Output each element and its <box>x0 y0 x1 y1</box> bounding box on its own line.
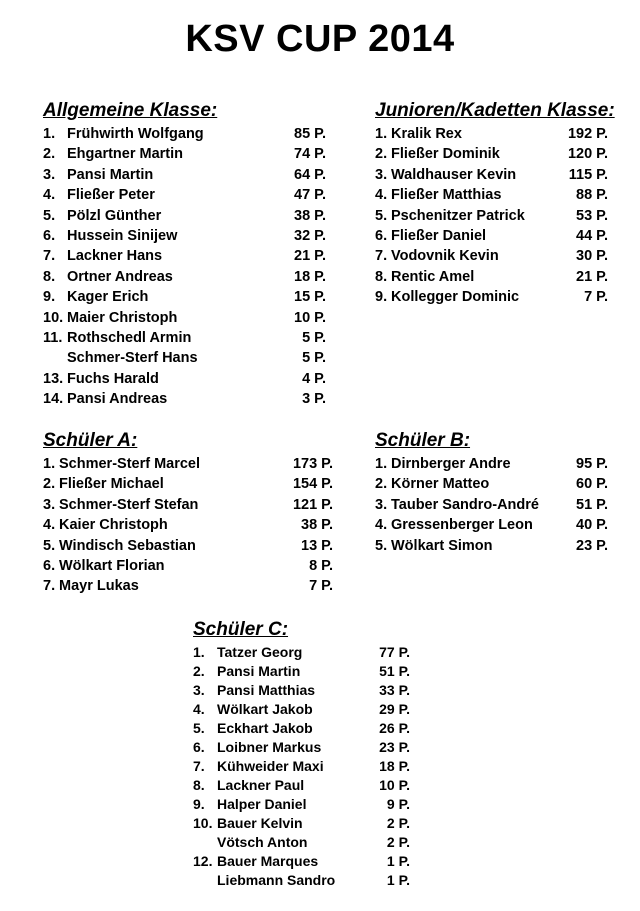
points-value: 3 P. <box>302 391 326 408</box>
rank-number: 7. <box>43 248 56 265</box>
points-value: 77 P. <box>379 644 410 660</box>
ranking-row <box>43 474 333 494</box>
points-value: 21 P. <box>576 268 608 285</box>
rank-number: 6. <box>43 557 56 574</box>
rank-number: 4. <box>43 517 56 534</box>
participant-name: Rothschedl Armin <box>67 329 192 346</box>
rank-number: 2. <box>375 476 388 493</box>
ranking-row <box>193 795 433 814</box>
participant-name: Fließer Matthias <box>391 187 502 204</box>
participant-name: Pansi Andreas <box>67 391 168 408</box>
ranking-row <box>43 165 326 185</box>
rank-number: 14. <box>43 391 64 408</box>
points-value: 64 P. <box>294 166 326 183</box>
points-value: 88 P. <box>576 187 608 204</box>
ranking-row <box>193 833 433 852</box>
rank-number: 13. <box>43 370 64 387</box>
ranking-row <box>193 757 433 776</box>
participant-name: Mayr Lukas <box>59 578 139 595</box>
section-schueler-b <box>375 428 608 556</box>
section-heading: Junioren/Kadetten Klasse: <box>375 100 615 121</box>
participant-name: Fließer Daniel <box>391 227 487 244</box>
points-value: 13 P. <box>301 537 333 554</box>
rank-number: 4. <box>375 187 388 204</box>
ranking-list <box>43 124 326 409</box>
rank-number: 1. <box>193 644 205 660</box>
ranking-row <box>375 206 608 226</box>
points-value: 7 P. <box>584 289 608 306</box>
section-schueler-a <box>43 428 333 597</box>
ranking-row <box>43 556 333 576</box>
points-value: 192 P. <box>567 126 608 142</box>
points-value: 40 P. <box>576 517 608 534</box>
ranking-list <box>375 454 608 556</box>
participant-name: Liebmann Sandro <box>217 872 336 888</box>
points-value: 2 P. <box>386 834 410 850</box>
rank-number: 3. <box>375 166 388 183</box>
participant-name: Pschenitzer Patrick <box>391 207 525 224</box>
participant-name: Tauber Sandro-André <box>391 496 539 513</box>
ranking-row <box>43 576 333 596</box>
rank-number: 7. <box>193 758 205 774</box>
section-allgemeine-klasse <box>43 98 326 409</box>
points-value: 32 P. <box>294 227 326 244</box>
participant-name: Hussein Sinijew <box>67 227 178 244</box>
ranking-row <box>193 700 433 719</box>
participant-name: Kollegger Dominic <box>391 289 520 306</box>
rank-number: 11. <box>43 329 63 346</box>
participant-name: Fließer Peter <box>67 187 155 204</box>
participant-name: Pansi Matthias <box>217 682 316 698</box>
points-value: 5 P. <box>302 350 326 367</box>
ranking-row <box>375 144 608 164</box>
rank-number: 9. <box>43 289 56 306</box>
rank-number: 7. <box>43 578 56 595</box>
section-heading: Schüler B: <box>375 430 471 451</box>
participant-name: Dirnberger Andre <box>391 456 511 472</box>
points-value: 38 P. <box>301 517 333 534</box>
rank-number: 5. <box>375 537 388 554</box>
ranking-row <box>375 495 608 515</box>
participant-name: Wölkart Simon <box>391 537 493 554</box>
rank-number: 7. <box>375 248 388 265</box>
participant-name: Fuchs Harald <box>67 370 159 387</box>
participant-name: Schmer-Sterf Marcel <box>59 456 201 472</box>
points-value: 120 P. <box>567 146 608 163</box>
rank-number: 9. <box>193 796 205 812</box>
participant-name: Wölkart Jakob <box>217 701 313 717</box>
participant-name: Lackner Hans <box>67 248 163 265</box>
rank-number: 4. <box>375 517 388 534</box>
participant-name: Ehgartner Martin <box>67 146 184 163</box>
participant-name: Tatzer Georg <box>217 644 303 660</box>
ranking-row <box>43 206 326 226</box>
points-value: 2 P. <box>386 815 410 831</box>
ranking-row <box>43 124 326 144</box>
participant-name: Pansi Martin <box>67 166 154 183</box>
points-value: 26 P. <box>379 720 410 736</box>
points-value: 10 P. <box>294 309 326 326</box>
ranking-list <box>193 643 433 890</box>
participant-name: Rentic Amel <box>391 268 475 285</box>
ranking-row <box>193 643 433 662</box>
participant-name: Frühwirth Wolfgang <box>67 126 204 142</box>
participant-name: Körner Matteo <box>391 476 490 493</box>
participant-name: Kühweider Maxi <box>217 758 324 774</box>
points-value: 85 P. <box>294 126 326 142</box>
participant-name: Gressenberger Leon <box>391 517 533 534</box>
points-value: 1 P. <box>386 853 410 869</box>
participant-name: Bauer Marques <box>217 853 319 869</box>
rank-number: 8. <box>375 268 388 285</box>
rank-number: 4. <box>43 187 56 204</box>
section-heading: Allgemeine Klasse: <box>43 100 218 121</box>
ranking-row <box>375 454 608 474</box>
participant-name: Pölzl Günther <box>67 207 162 224</box>
rank-number: 10. <box>43 309 64 326</box>
ranking-row <box>43 246 326 266</box>
rank-number: 5. <box>43 207 56 224</box>
ranking-row <box>43 495 333 515</box>
points-value: 10 P. <box>379 777 410 793</box>
ranking-row <box>43 226 326 246</box>
rank-number: 3. <box>43 166 56 183</box>
rank-number: 6. <box>193 739 205 755</box>
ranking-row <box>375 474 608 494</box>
rank-number: 4. <box>193 701 205 717</box>
participant-name: Kager Erich <box>67 289 149 306</box>
rank-number: 9. <box>375 289 388 306</box>
points-value: 51 P. <box>379 663 410 679</box>
participant-name: Ortner Andreas <box>67 268 173 285</box>
ranking-row <box>375 246 608 266</box>
points-value: 74 P. <box>294 146 326 163</box>
points-value: 23 P. <box>379 739 410 755</box>
ranking-row <box>193 814 433 833</box>
points-value: 29 P. <box>379 701 410 717</box>
participant-name: Loibner Markus <box>217 739 322 755</box>
rank-number: 8. <box>193 777 205 793</box>
rank-number: 3. <box>193 682 205 698</box>
ranking-row <box>375 267 608 287</box>
participant-name: Halper Daniel <box>217 796 307 812</box>
ranking-row <box>43 536 333 556</box>
points-value: 1 P. <box>386 872 410 888</box>
ranking-row <box>43 389 326 409</box>
points-value: 9 P. <box>386 796 410 812</box>
points-value: 18 P. <box>379 758 410 774</box>
points-value: 53 P. <box>576 207 608 224</box>
rank-number: 1. <box>43 126 56 142</box>
ranking-list <box>43 454 333 597</box>
points-value: 23 P. <box>576 537 608 554</box>
participant-name: Bauer Kelvin <box>217 815 303 831</box>
rank-number: 2. <box>43 476 56 493</box>
points-value: 7 P. <box>309 578 333 595</box>
points-value: 121 P. <box>292 496 333 513</box>
points-value: 173 P. <box>292 456 333 472</box>
ranking-row <box>43 185 326 205</box>
points-value: 18 P. <box>294 268 326 285</box>
ranking-row <box>375 185 608 205</box>
points-value: 15 P. <box>294 289 326 306</box>
participant-name: Wölkart Florian <box>59 557 165 574</box>
ranking-row <box>43 515 333 535</box>
participant-name: Pansi Martin <box>217 663 301 679</box>
participant-name: Fließer Dominik <box>391 146 500 163</box>
ranking-row <box>43 267 326 287</box>
rank-number: 5. <box>193 720 205 736</box>
participant-name: Schmer-Sterf Stefan <box>59 496 199 513</box>
points-value: 95 P. <box>576 456 608 472</box>
ranking-row <box>43 144 326 164</box>
participant-name: Vodovnik Kevin <box>391 248 499 265</box>
participant-name: Windisch Sebastian <box>59 537 196 554</box>
section-schueler-c <box>193 617 433 890</box>
ranking-list <box>375 124 615 308</box>
ranking-row <box>193 776 433 795</box>
points-value: 5 P. <box>302 329 326 346</box>
rank-number: 5. <box>43 537 56 554</box>
participant-name: Kaier Christoph <box>59 517 168 534</box>
rank-number: 1. <box>375 456 388 472</box>
rank-number: 3. <box>375 496 388 513</box>
points-value: 44 P. <box>576 227 608 244</box>
ranking-row <box>375 536 608 556</box>
ranking-row <box>193 738 433 757</box>
participant-name: Fließer Michael <box>59 476 164 493</box>
points-value: 21 P. <box>294 248 326 265</box>
ranking-row <box>375 124 608 144</box>
section-junioren-kadetten-klasse <box>375 98 615 308</box>
rank-number: 3. <box>43 496 56 513</box>
ranking-row <box>193 719 433 738</box>
rank-number: 1. <box>375 126 388 142</box>
ranking-row <box>43 369 326 389</box>
points-value: 33 P. <box>379 682 410 698</box>
page-title: KSV CUP 2014 <box>185 18 455 60</box>
ranking-row <box>375 287 608 307</box>
rank-number: 8. <box>43 268 56 285</box>
ranking-row <box>375 165 608 185</box>
points-value: 4 P. <box>302 370 326 387</box>
ranking-row <box>193 662 433 681</box>
ranking-row <box>43 454 333 474</box>
ranking-row <box>43 308 326 328</box>
rank-number: 5. <box>375 207 388 224</box>
participant-name: Vötsch Anton <box>217 834 308 850</box>
participant-name: Lackner Paul <box>217 777 305 793</box>
participant-name: Schmer-Sterf Hans <box>67 350 198 367</box>
rank-number: 6. <box>375 227 388 244</box>
rank-number: 2. <box>43 146 56 163</box>
points-value: 38 P. <box>294 207 326 224</box>
section-heading: Schüler A: <box>43 430 138 451</box>
rank-number: 10. <box>193 815 213 831</box>
rank-number: 12. <box>193 853 213 869</box>
rank-number: 6. <box>43 227 56 244</box>
points-value: 60 P. <box>576 476 608 493</box>
section-heading: Schüler C: <box>193 619 289 640</box>
rank-number: 1. <box>43 456 56 472</box>
points-value: 115 P. <box>568 166 608 183</box>
participant-name: Kralik Rex <box>391 126 462 142</box>
points-value: 51 P. <box>576 496 608 513</box>
ranking-row <box>375 515 608 535</box>
ranking-row <box>375 226 608 246</box>
points-value: 154 P. <box>292 476 333 493</box>
participant-name: Maier Christoph <box>67 309 178 326</box>
ranking-row <box>43 287 326 307</box>
ranking-row <box>193 871 433 890</box>
points-value: 8 P. <box>309 557 333 574</box>
participant-name: Eckhart Jakob <box>217 720 313 736</box>
rank-number: 2. <box>193 663 205 679</box>
ranking-row <box>43 348 326 368</box>
participant-name: Waldhauser Kevin <box>391 166 517 183</box>
rank-number: 2. <box>375 146 388 163</box>
ranking-row <box>43 328 326 348</box>
ranking-row <box>193 852 433 871</box>
points-value: 30 P. <box>576 248 608 265</box>
ranking-row <box>193 681 433 700</box>
points-value: 47 P. <box>294 187 326 204</box>
